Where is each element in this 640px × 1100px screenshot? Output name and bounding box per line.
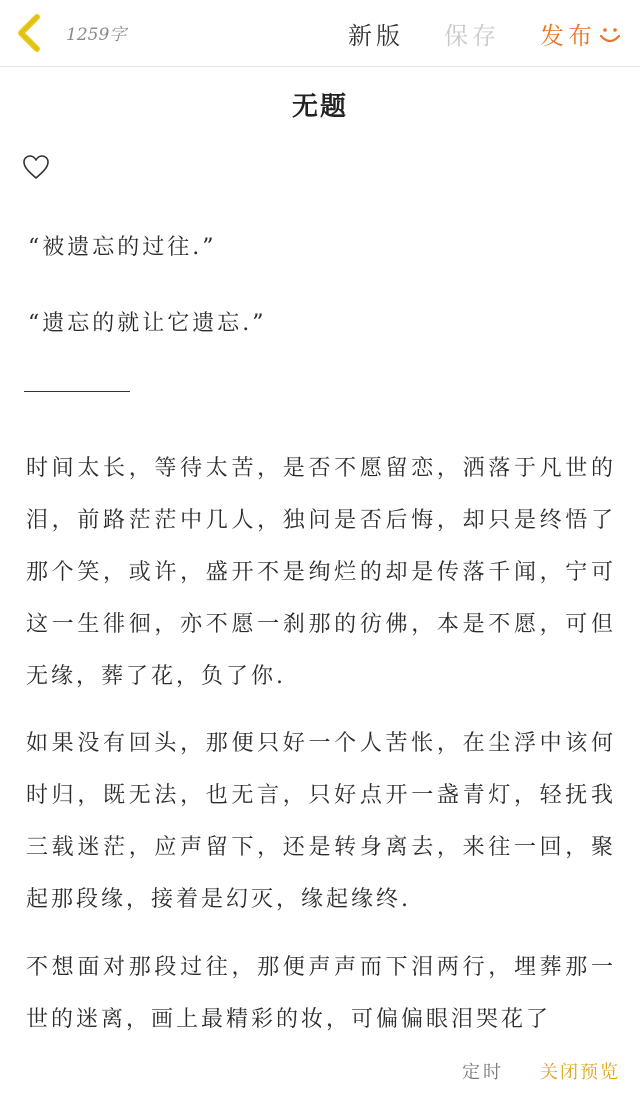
paragraph: 不想面对那段过往，那便声声而下泪两行，埋葬那一世的迷离，画上最精彩的妆，可偏偏眼泪哭花了 [26, 955, 616, 1032]
paragraph: 时间太长，等待太苦，是否不愿留恋，洒落于凡世的泪，前路茫茫中几人，独问是否后悔，却只是终悟了那个笑，或许，盛开不是绚烂的却是传落千闻，宁可这一生徘徊，亦不愿一刹那的彷佛，本是不愿，可但无缘，葬了花，负了你. [26, 456, 616, 689]
document-title: 无题 [291, 92, 348, 122]
back-button[interactable] [12, 12, 48, 54]
bottom-toolbar [0, 1046, 640, 1100]
new-version-button[interactable]: 新版 [348, 22, 404, 50]
smile-icon [597, 22, 623, 48]
word-count: 1259字 [66, 25, 127, 45]
top-toolbar [0, 0, 640, 67]
quote-line: “被遗忘的过往.” [28, 235, 217, 260]
chevron-left-icon [15, 13, 45, 53]
close-preview-button[interactable]: 关闭预览 [540, 1062, 620, 1083]
heart-icon [22, 154, 50, 180]
publish-button[interactable]: 发布 [540, 22, 596, 50]
section-divider [24, 391, 130, 392]
timer-button[interactable]: 定时 [462, 1062, 504, 1083]
paragraph: 如果没有回头，那便只好一个人苦怅，在尘浮中该何时归，既无法，也无言，只好点开一盏青灯，轻抚我三载迷茫，应声留下，还是转身离去，来往一回，聚起那段缘，接着是幻灭，缘起缘终. [26, 731, 616, 912]
quote-line: “遗忘的就让它遗忘.” [28, 311, 267, 336]
save-button[interactable]: 保存 [444, 22, 500, 50]
